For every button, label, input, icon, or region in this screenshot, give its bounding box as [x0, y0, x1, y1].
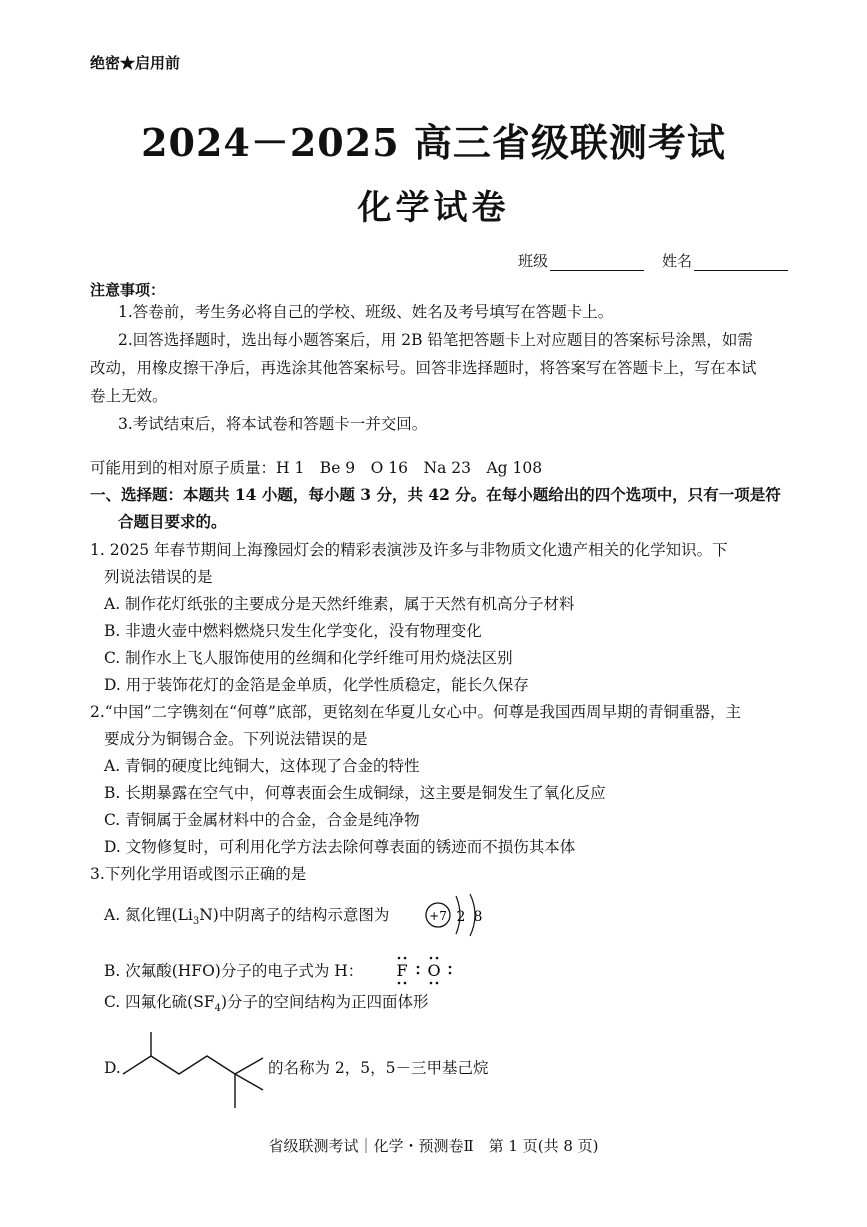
q2-option-d: D. 文物修复时，可利用化学方法去除何尊表面的锈迹而不损伤其本体 — [104, 838, 576, 856]
nucleus-charge: +7 — [429, 909, 447, 923]
main-chain — [123, 1056, 235, 1074]
notice-item-1: 1.答卷前，考生务必将自己的学校、班级、姓名及考号填写在答题卡上。 — [118, 303, 614, 321]
q3-option-a — [104, 901, 389, 936]
q3-option-d-label: D. — [104, 1059, 121, 1077]
notice-item-2-line2: 改动，用橡皮擦干净后，再选涂其他答案标号。回答非选择题时，将答案写在答题卡上，写在本试 — [90, 359, 757, 377]
section1-heading-line1: 一、选择题：本题共 14 小题，每小题 3 分，共 42 分。在每小题给出的四个选项中，只有一项是符 — [90, 485, 781, 504]
q3-c-subscript: 4 — [214, 1003, 221, 1015]
fluorine-symbol: F — [396, 961, 408, 980]
q3-a-prefix: A. 氮化锂(Li — [104, 906, 193, 924]
q1-option-b: B. 非遗火壶中燃料燃烧只发生化学变化，没有物理变化 — [104, 622, 482, 640]
q3-a-subscript: 3 — [192, 916, 200, 928]
name-label: 姓名 — [662, 252, 693, 270]
q1-option-d: D. 用于装饰花灯的金箔是金单质，化学性质稳定，能长久保存 — [104, 676, 529, 694]
q1-option-c: C. 制作水上飞人服饰使用的丝绸和化学纤维可用灼烧法区别 — [104, 649, 513, 667]
class-blank[interactable] — [550, 256, 644, 271]
q3-a-suffix: N)中阴离子的结构示意图为 — [199, 906, 390, 924]
notice-item-3: 3.考试结束后，将本试卷和答题卡一并交回。 — [118, 415, 428, 433]
notice-item-2-line3: 卷上无效。 — [90, 387, 168, 405]
q2-option-a: A. 青铜的硬度比纯铜大，这体现了合金的特性 — [104, 757, 420, 775]
name-blank[interactable] — [694, 256, 788, 271]
section1-heading-line2: 合题目要求的。 — [118, 512, 227, 531]
class-label: 班级 — [518, 252, 549, 270]
electron-dot-formula — [392, 952, 468, 988]
q2-option-c: C. 青铜属于金属材料中的合金，合金是纯净物 — [104, 811, 420, 829]
notice-item-2-line1: 2.回答选择题时，选出每小题答案后，用 2B 铅笔把答题卡上对应题目的答案标号涂黑，如需 — [118, 331, 753, 349]
atomic-masses: 可能用到的相对原子质量：H 1 Be 9 O 16 Na 23 Ag 108 — [90, 459, 543, 477]
ion-structure-diagram — [424, 890, 504, 940]
shell-2-count: 8 — [473, 909, 483, 925]
class-field[interactable] — [518, 250, 644, 271]
q3-option-b — [104, 957, 363, 985]
q1-option-a: A. 制作花灯纸张的主要成分是天然纤维素，属于天然有机高分子材料 — [104, 595, 575, 613]
q3-c-suffix: )分子的空间结构为正四面体形 — [220, 993, 429, 1011]
notice-heading: 注意事项： — [90, 281, 166, 299]
shell-1-count: 2 — [456, 909, 466, 925]
q2-stem-line1: 2.“中国”二字镌刻在“何尊”底部，更铭刻在华夏儿女心中。何尊是我国西周早期的青铜重器，主 — [90, 703, 741, 721]
exam-title: 2024－2025 高三省级联测考试 — [141, 120, 726, 165]
oxygen-symbol: O — [427, 961, 441, 980]
skeletal-formula — [118, 1028, 268, 1112]
secret-mark: 绝密★启用前 — [90, 54, 181, 72]
methyl-branch-right-up — [235, 1058, 263, 1074]
q3-c-prefix: C. 四氟化硫(SF — [104, 993, 215, 1011]
exam-subtitle: 化学试卷 — [357, 188, 510, 228]
q2-option-b: B. 长期暴露在空气中，何尊表面会生成铜绿，这主要是铜发生了氧化反应 — [104, 784, 606, 802]
page-footer: 省级联测考试｜化学・预测卷Ⅱ 第 1 页(共 8 页) — [268, 1137, 599, 1155]
methyl-branch-right-down — [235, 1074, 263, 1090]
q3-b-prefix: B. 次氟酸(HFO)分子的电子式为 H： — [104, 962, 364, 980]
q1-stem-line2: 列说法错误的是 — [104, 568, 213, 586]
q3-option-d-text: 的名称为 2，5，5－三甲基己烷 — [268, 1059, 489, 1077]
name-field[interactable] — [662, 250, 788, 271]
q3-option-c — [104, 988, 429, 1023]
q2-stem-line2: 要成分为铜锡合金。下列说法错误的是 — [104, 730, 368, 748]
q1-stem-line1: 1. 2025 年春节期间上海豫园灯会的精彩表演涉及许多与非物质文化遗产相关的化学知识。下 — [90, 541, 728, 559]
q3-stem: 3.下列化学用语或图示正确的是 — [90, 865, 307, 883]
